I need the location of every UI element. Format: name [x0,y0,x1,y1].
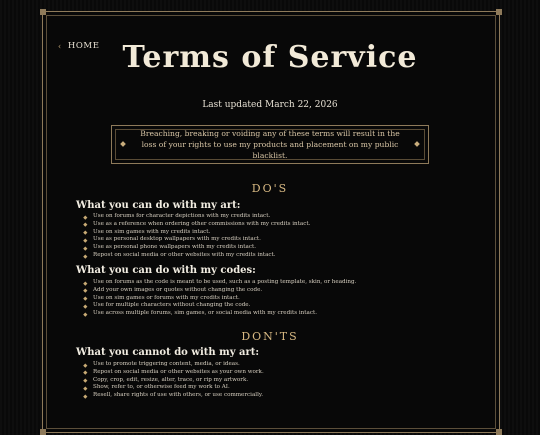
list-item: Show, refer to, or otherwise feed my work to AI. [84,384,484,392]
art-can-list [84,213,484,260]
list-item: Use to promote triggering content, media, or ideas. [84,361,484,369]
codes-can-list [84,279,484,318]
list-item: Use on forums as the code is meant to be used, such as a posting template, skin, or heading. [84,279,484,287]
list-item: Repost on social media or other websites as your own work. [84,369,484,377]
art-can-heading: What you can do with my art: [76,200,241,211]
list-item: Use across multiple forums, sim games, or social media with my credits intact. [84,310,484,318]
donts-heading: DON'TS [241,330,299,343]
list-item: Use on forums for character depictions with my credits intact. [84,213,484,221]
dos-heading: DO'S [251,182,289,195]
list-item: Copy, crop, edit, resize, alter, trace, or rip my artwork. [84,377,484,385]
page-title: Terms of Service [122,40,418,75]
frame-corner [40,429,46,435]
art-cannot-list [84,361,484,400]
list-item: Use as personal phone wallpapers with my credits intact. [84,244,484,252]
list-item: Use on sim games or forums with my credits intact. [84,295,484,303]
list-item: Use on sim games with my credits intact. [84,229,484,237]
list-item: Use as personal desktop wallpapers with my credits intact. [84,236,484,244]
home-link-label: HOME [67,41,100,51]
frame-corner [496,429,502,435]
frame-corner [496,9,502,15]
frame-corner [40,9,46,15]
list-item: Use as a reference when ordering other commissions with my credits intact. [84,221,484,229]
list-item: Resell, share rights of use with others, or use commercially. [84,392,484,400]
notice-box [111,125,429,164]
art-cannot-heading: What you cannot do with my art: [76,347,260,358]
last-updated: Last updated March 22, 2026 [202,100,338,110]
list-item: Add your own images or quotes without changing the code. [84,287,484,295]
chevron-left-icon: ‹ [58,41,62,51]
list-item: Repost on social media or other websites with my credits intact. [84,252,484,260]
list-item: Use for multiple characters without changing the code. [84,302,484,310]
codes-can-heading: What you can do with my codes: [76,265,256,276]
notice-text: Breaching, breaking or voiding any of these terms will result in the loss of your rights to use my products and placement on my public blacklist. [140,129,400,160]
